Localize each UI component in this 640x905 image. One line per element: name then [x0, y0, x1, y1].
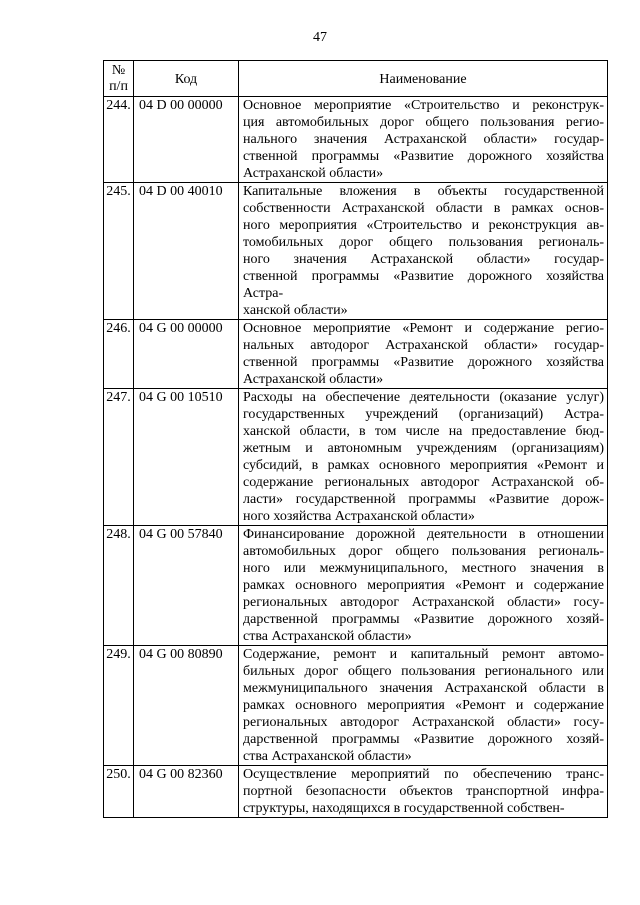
row-code: 04 G 00 80890: [134, 646, 239, 766]
row-name-line: Осуществление мероприятий по обеспечению транс-: [243, 767, 604, 782]
row-name-line: Финансирование дорожной деятельности в отношении: [243, 527, 604, 542]
row-name-line: региональных автодорог Астраханской области» госу-: [243, 595, 604, 610]
row-name-line: автомобильных дорог общего пользования региональ-: [243, 544, 604, 559]
row-code: 04 G 00 82360: [134, 766, 239, 818]
row-name-line: региональных автодорог Астраханской области» госу-: [243, 715, 604, 730]
row-name-line: Основное мероприятие «Строительство и реконструк-: [243, 98, 604, 113]
row-code: 04 G 00 10510: [134, 389, 239, 526]
row-code: 04 D 00 00000: [134, 97, 239, 183]
row-name: [239, 389, 608, 526]
row-code: 04 D 00 40010: [134, 183, 239, 320]
header-num: [104, 61, 134, 97]
table-row: [104, 766, 608, 818]
row-name-line: государственных учреждений (организаций) Астра-: [243, 407, 604, 422]
row-number: 249.: [104, 646, 134, 766]
row-number: 244.: [104, 97, 134, 183]
row-name-line: Астраханской области»: [243, 166, 384, 181]
row-name: [239, 646, 608, 766]
table-row: [104, 183, 608, 320]
row-code: 04 G 00 00000: [134, 320, 239, 389]
row-name-line: ханской области»: [243, 303, 348, 318]
row-name-line: собственности Астраханской области в рамках основ-: [243, 201, 604, 216]
row-name-line: ция автомобильных дорог общего пользования регио-: [243, 115, 604, 130]
header-code: Код: [134, 61, 239, 97]
row-name-line: Астраханской области»: [243, 372, 384, 387]
row-code: 04 G 00 57840: [134, 526, 239, 646]
row-name-line: ласти» государственной программы «Развитие дорож-: [243, 492, 604, 507]
row-name-line: ного мероприятия «Строительство и реконструкция ав-: [243, 218, 604, 233]
table-header-row: [104, 61, 608, 97]
row-name-line: ного значения Астраханской области» государ-: [243, 252, 604, 267]
row-name-line: содержание региональных автодорог Астраханской об-: [243, 475, 604, 490]
row-name-line: бильных дорог общего пользования регионального или: [243, 664, 604, 679]
row-name-line: нального значения Астраханской области» государ-: [243, 132, 604, 147]
row-name-line: ственной программы «Развитие дорожного хозяйства Астра-: [243, 269, 604, 301]
row-name-line: Содержание, ремонт и капитальный ремонт автомо-: [243, 647, 604, 662]
row-number: 250.: [104, 766, 134, 818]
row-name-line: ного или межмуниципального, местного значения в: [243, 561, 604, 576]
row-name-line: дарственной программы «Развитие дорожного хозяй-: [243, 732, 604, 747]
row-name-line: Расходы на обеспечение деятельности (оказание услуг): [243, 390, 604, 405]
row-name: [239, 183, 608, 320]
row-name: [239, 320, 608, 389]
row-name-line: ственной программы «Развитие дорожного хозяйства: [243, 355, 604, 370]
row-name-line: субсидий, в рамках основного мероприятия «Ремонт и: [243, 458, 604, 473]
header-num-line2: п/п: [109, 79, 128, 94]
row-name-line: ного хозяйства Астраханской области»: [243, 509, 475, 524]
row-name-line: нальных автодорог Астраханской области» государ-: [243, 338, 604, 353]
table-row: [104, 320, 608, 389]
row-name-line: межмуниципального значения Астраханской области в: [243, 681, 604, 696]
row-number: 245.: [104, 183, 134, 320]
row-name: [239, 766, 608, 818]
row-name-line: рамках основного мероприятия «Ремонт и содержание: [243, 698, 604, 713]
row-name-line: Основное мероприятие «Ремонт и содержание регио-: [243, 321, 604, 336]
header-name: Наименование: [239, 61, 608, 97]
row-name-line: ханской области, в том числе на предоставление бюд-: [243, 424, 604, 439]
row-name-line: ства Астраханской области»: [243, 629, 412, 644]
row-name-line: томобильных дорог общего пользования региональ-: [243, 235, 604, 250]
table-row: [104, 97, 608, 183]
table-row: [104, 389, 608, 526]
row-name-line: дарственной программы «Развитие дорожного хозяй-: [243, 612, 604, 627]
table-row: [104, 526, 608, 646]
row-name: [239, 97, 608, 183]
table-row: [104, 646, 608, 766]
row-name-line: Капитальные вложения в объекты государственной: [243, 184, 604, 199]
row-number: 247.: [104, 389, 134, 526]
row-number: 246.: [104, 320, 134, 389]
classification-table: [103, 60, 608, 818]
row-name-line: портной безопасности объектов транспортной инфра-: [243, 784, 604, 799]
row-name-line: ства Астраханской области»: [243, 749, 412, 764]
row-name: [239, 526, 608, 646]
row-name-line: жетным и автономным учреждениям (организациям): [243, 441, 604, 456]
row-number: 248.: [104, 526, 134, 646]
page-number: 47: [313, 30, 327, 45]
table-body: [104, 97, 608, 818]
row-name-line: ственной программы «Развитие дорожного хозяйства: [243, 149, 604, 164]
row-name-line: рамках основного мероприятия «Ремонт и содержание: [243, 578, 604, 593]
header-num-line1: №: [111, 63, 126, 78]
row-name-line: структуры, находящихся в государственной собствен-: [243, 801, 565, 816]
